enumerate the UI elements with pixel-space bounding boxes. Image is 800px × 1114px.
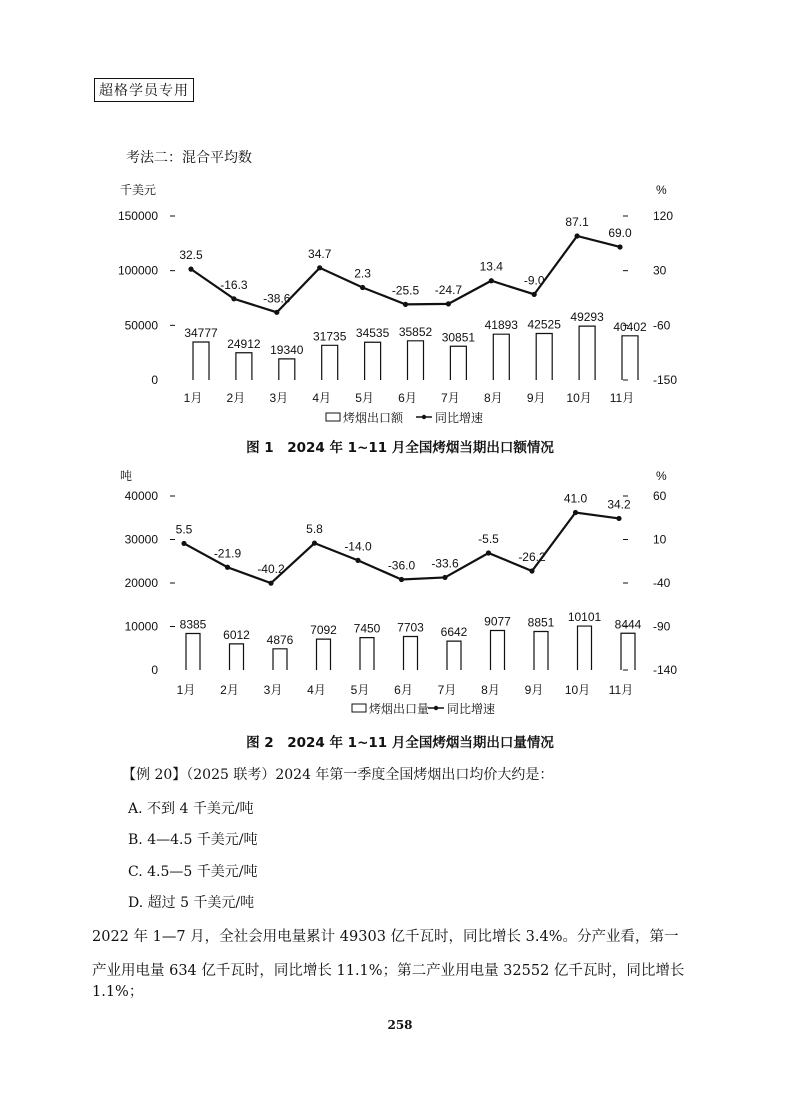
right-tick-label: 120 <box>653 209 674 223</box>
bar-label: 41893 <box>484 318 518 333</box>
legend-line-marker <box>434 706 438 710</box>
bar-label: 34535 <box>355 326 390 341</box>
right-tick-label: 30 <box>653 263 667 278</box>
right-tick-label: -60 <box>653 318 671 333</box>
bar-label: 4876 <box>266 632 294 647</box>
growth-point <box>312 541 317 546</box>
growth-point <box>529 568 534 573</box>
bar <box>279 359 295 380</box>
bar <box>621 633 635 670</box>
growth-label: -38.6 <box>263 291 291 306</box>
left-tick-label: 10000 <box>124 619 158 634</box>
growth-label: -9.0 <box>523 273 545 288</box>
growth-label: -21.9 <box>213 546 242 561</box>
growth-label: 32.5 <box>179 248 203 263</box>
right-tick-label: 60 <box>653 489 667 503</box>
growth-point <box>403 302 408 307</box>
bar <box>273 649 287 670</box>
bar-label: 7092 <box>310 623 337 638</box>
bar <box>534 631 548 670</box>
growth-point <box>268 581 273 586</box>
category-label: 5月 <box>355 391 374 405</box>
bar <box>622 336 638 380</box>
right-tick-label: -140 <box>653 663 678 677</box>
category-label: 4月 <box>307 683 326 697</box>
left-tick-label: 0 <box>151 663 158 677</box>
growth-label: 13.4 <box>479 259 503 274</box>
growth-label: 34.7 <box>308 246 332 261</box>
bar <box>493 334 509 380</box>
growth-point <box>442 575 447 580</box>
category-label: 7月 <box>437 683 457 697</box>
category-label: 3月 <box>269 391 289 405</box>
bar <box>360 638 374 670</box>
growth-label: 41.0 <box>563 491 588 506</box>
bar-label: 8444 <box>614 617 642 632</box>
bar <box>408 341 424 380</box>
legend-line-label: 同比增速 <box>447 702 496 716</box>
right-axis-unit: % <box>656 469 667 483</box>
category-label: 6月 <box>394 683 413 697</box>
growth-point <box>181 541 186 546</box>
category-label: 11月 <box>609 391 635 405</box>
growth-point <box>446 301 451 306</box>
growth-point <box>489 278 494 283</box>
growth-point <box>360 285 365 290</box>
growth-point <box>486 550 491 555</box>
paragraph-line-1: 2022 年 1—7 月，全社会用电量累计 49303 亿千瓦时，同比增长 3.4%。分产业看，第一 <box>92 929 679 945</box>
export-value-chart <box>0 180 800 430</box>
paragraph-line-2: 产业用电量 634 亿千瓦时，同比增长 11.1%；第二产业用电量 32552 亿千瓦时，同比增长 1.1%； <box>92 963 685 1000</box>
bar <box>186 634 200 670</box>
left-tick-label: 50000 <box>124 318 158 333</box>
growth-label: -36.0 <box>387 558 416 573</box>
bar-label: 10101 <box>567 610 602 625</box>
bar <box>536 334 552 380</box>
growth-label: -26.2 <box>518 549 546 564</box>
category-label: 2月 <box>220 683 239 697</box>
bar <box>193 342 209 380</box>
growth-label: 5.5 <box>175 522 193 537</box>
growth-label: 69.0 <box>608 225 632 240</box>
right-tick-label: -150 <box>653 373 678 387</box>
legend-bar-swatch <box>326 413 340 421</box>
category-label: 10月 <box>564 683 591 697</box>
growth-point <box>225 565 230 570</box>
category-label: 2月 <box>226 391 246 405</box>
bar <box>317 639 331 670</box>
method-heading: 考法二：混合平均数 <box>126 150 252 166</box>
left-axis-unit: 吨 <box>120 469 133 483</box>
growth-label: -33.6 <box>431 556 459 571</box>
bar-label: 42525 <box>527 317 561 332</box>
right-tick-label: 10 <box>653 532 667 547</box>
category-label: 6月 <box>398 391 417 405</box>
bar-label: 31735 <box>313 329 347 344</box>
right-tick-label: -90 <box>653 619 671 634</box>
bar-label: 49293 <box>570 310 604 325</box>
chart2-caption: 图 2 2024 年 1~11 月全国烤烟当期出口量情况 <box>246 735 554 751</box>
growth-label: -16.3 <box>220 277 248 292</box>
left-tick-label: 100000 <box>117 263 158 278</box>
bar-label: 30851 <box>441 330 476 345</box>
option-c: C. 4.5—5 千美元/吨 <box>128 864 258 880</box>
option-b: B. 4—4.5 千美元/吨 <box>128 832 258 848</box>
category-label: 1月 <box>176 683 196 697</box>
category-label: 4月 <box>312 391 332 405</box>
bar <box>230 644 244 670</box>
category-label: 5月 <box>350 683 370 697</box>
bar-label: 34777 <box>184 325 218 340</box>
option-d: D. 超过 5 千美元/吨 <box>128 895 255 911</box>
bar-label: 8385 <box>179 617 207 632</box>
bar-label: 8851 <box>527 615 555 630</box>
growth-point <box>188 267 193 272</box>
bar <box>236 353 252 380</box>
category-label: 10月 <box>566 391 592 405</box>
left-axis-unit: 千美元 <box>120 183 157 197</box>
growth-point <box>575 233 580 238</box>
category-label: 3月 <box>263 683 283 697</box>
growth-point <box>532 292 537 297</box>
left-tick-label: 0 <box>151 373 158 387</box>
bar <box>322 345 338 380</box>
growth-point <box>231 296 236 301</box>
bar <box>404 636 418 670</box>
legend-bar-label: 烤烟出口量 <box>369 702 430 716</box>
category-label: 9月 <box>526 391 546 405</box>
growth-label: 5.8 <box>306 522 323 537</box>
bar-label: 9077 <box>484 614 511 629</box>
growth-point <box>355 558 360 563</box>
export-volume-chart <box>0 464 800 724</box>
growth-point <box>573 510 578 515</box>
growth-line <box>191 236 620 312</box>
left-tick-label: 150000 <box>117 209 158 223</box>
growth-point <box>399 577 404 582</box>
growth-line <box>184 513 619 584</box>
bar <box>578 626 592 670</box>
bar-label: 6012 <box>223 627 250 642</box>
left-tick-label: 40000 <box>124 489 158 503</box>
growth-label: -25.5 <box>391 283 420 298</box>
bar-label: 7703 <box>397 620 424 635</box>
page-number: 258 <box>387 1018 413 1032</box>
category-label: 9月 <box>524 683 544 697</box>
chart1-caption: 图 1 2024 年 1~11 月全国烤烟当期出口额情况 <box>246 440 554 456</box>
bar <box>579 326 595 380</box>
growth-point <box>617 244 622 249</box>
bar-label: 19340 <box>270 342 304 357</box>
category-label: 8月 <box>481 683 500 697</box>
right-tick-label: -40 <box>653 576 671 590</box>
left-tick-label: 30000 <box>124 532 158 547</box>
growth-point <box>274 310 279 315</box>
bar <box>365 342 381 380</box>
bar <box>491 631 505 670</box>
category-label: 8月 <box>483 391 503 405</box>
legend-bar-swatch <box>352 704 366 712</box>
bar <box>447 641 461 670</box>
bar-label: 7450 <box>353 621 381 636</box>
growth-label: 2.3 <box>354 266 371 281</box>
category-label: 7月 <box>441 391 460 405</box>
growth-point <box>616 516 621 521</box>
stamp-label: 超格学员专用 <box>94 78 194 102</box>
bar-label: 35852 <box>398 324 433 339</box>
legend-line-marker <box>422 415 426 419</box>
left-tick-label: 20000 <box>124 576 158 590</box>
category-label: 1月 <box>183 391 203 405</box>
growth-label: -14.0 <box>344 539 372 554</box>
growth-point <box>317 265 322 270</box>
growth-label: -24.7 <box>434 282 463 297</box>
bar-label: 6642 <box>440 625 468 640</box>
right-axis-unit: % <box>656 183 667 197</box>
bar-label: 40402 <box>613 319 647 334</box>
growth-label: -5.5 <box>478 531 499 546</box>
bar <box>450 346 466 380</box>
growth-label: -40.2 <box>257 562 285 577</box>
legend-line-label: 同比增速 <box>435 411 484 425</box>
option-a: A. 不到 4 千美元/吨 <box>128 801 254 817</box>
growth-label: 34.2 <box>607 497 631 512</box>
legend-bar-label: 烤烟出口额 <box>343 411 404 425</box>
bar-label: 24912 <box>227 336 261 351</box>
growth-label: 87.1 <box>565 214 589 229</box>
category-label: 11月 <box>608 683 634 697</box>
question-stem: 【例 20】（2025 联考）2024 年第一季度全国烤烟出口均价大约是： <box>122 767 554 783</box>
